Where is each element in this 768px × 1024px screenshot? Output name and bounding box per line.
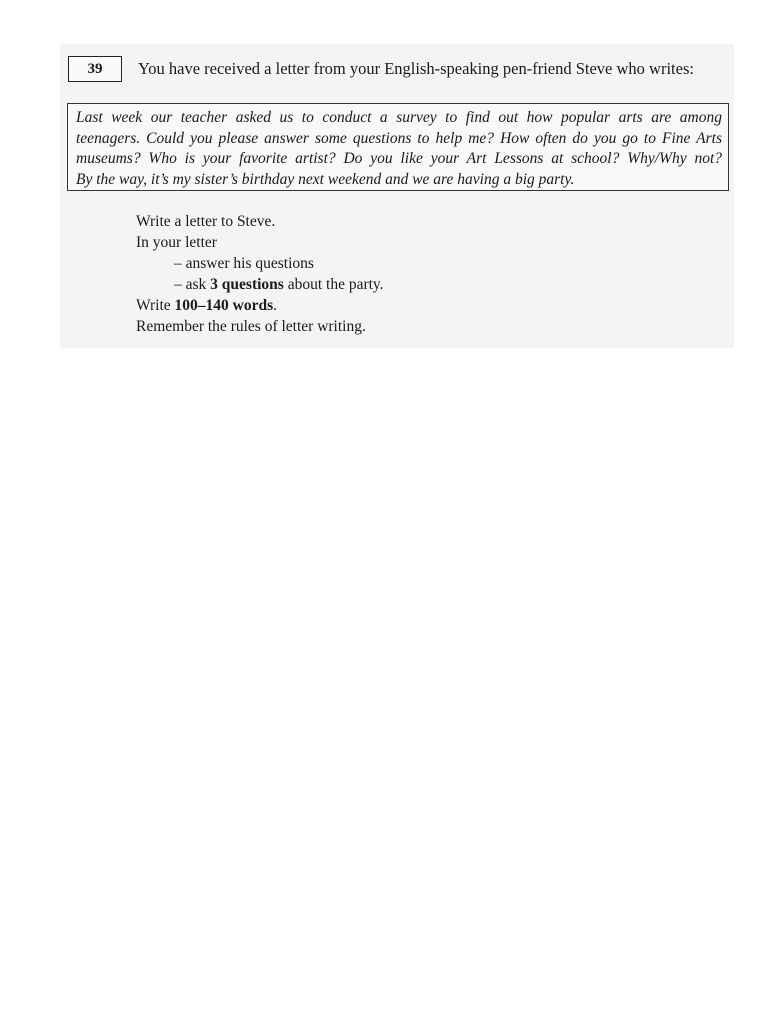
word-count-prefix: Write <box>136 297 175 314</box>
word-count-range: 100–140 words <box>174 297 274 314</box>
bullet-ask-count: 3 questions <box>210 276 284 293</box>
word-count-suffix: . <box>273 297 278 314</box>
letter-line-3: museums? Who is your favorite artist? Do you like your Art Lessons at school? Why/Why not? <box>76 150 722 167</box>
letter-excerpt-box <box>67 103 729 191</box>
instruction-word-count <box>136 295 384 316</box>
instruction-bullet-answer: – answer his questions <box>174 255 314 272</box>
bullet-ask-prefix: – ask <box>174 276 211 293</box>
task-number: 39 <box>87 60 103 77</box>
instruction-bullet-ask <box>136 274 384 295</box>
instruction-remember-rules: Remember the rules of letter writing. <box>136 318 366 335</box>
bullet-ask-suffix: about the party. <box>283 276 384 293</box>
instruction-in-your-letter: In your letter <box>136 234 217 251</box>
task-intro: You have received a letter from your English-speaking pen-friend Steve who writes: <box>138 59 694 78</box>
instructions <box>136 211 384 337</box>
letter-line-4: By the way, it’s my sister’s birthday next weekend and we are having a big party. <box>76 170 575 188</box>
letter-line-1: Last week our teacher asked us to conduct a survey to find out how popular arts are among <box>76 109 722 126</box>
task-number-box <box>68 56 122 82</box>
instruction-write-letter: Write a letter to Steve. <box>136 213 276 230</box>
letter-line-2: teenagers. Could you please answer some questions to help me? How often do you go to Fine Arts <box>76 129 722 147</box>
